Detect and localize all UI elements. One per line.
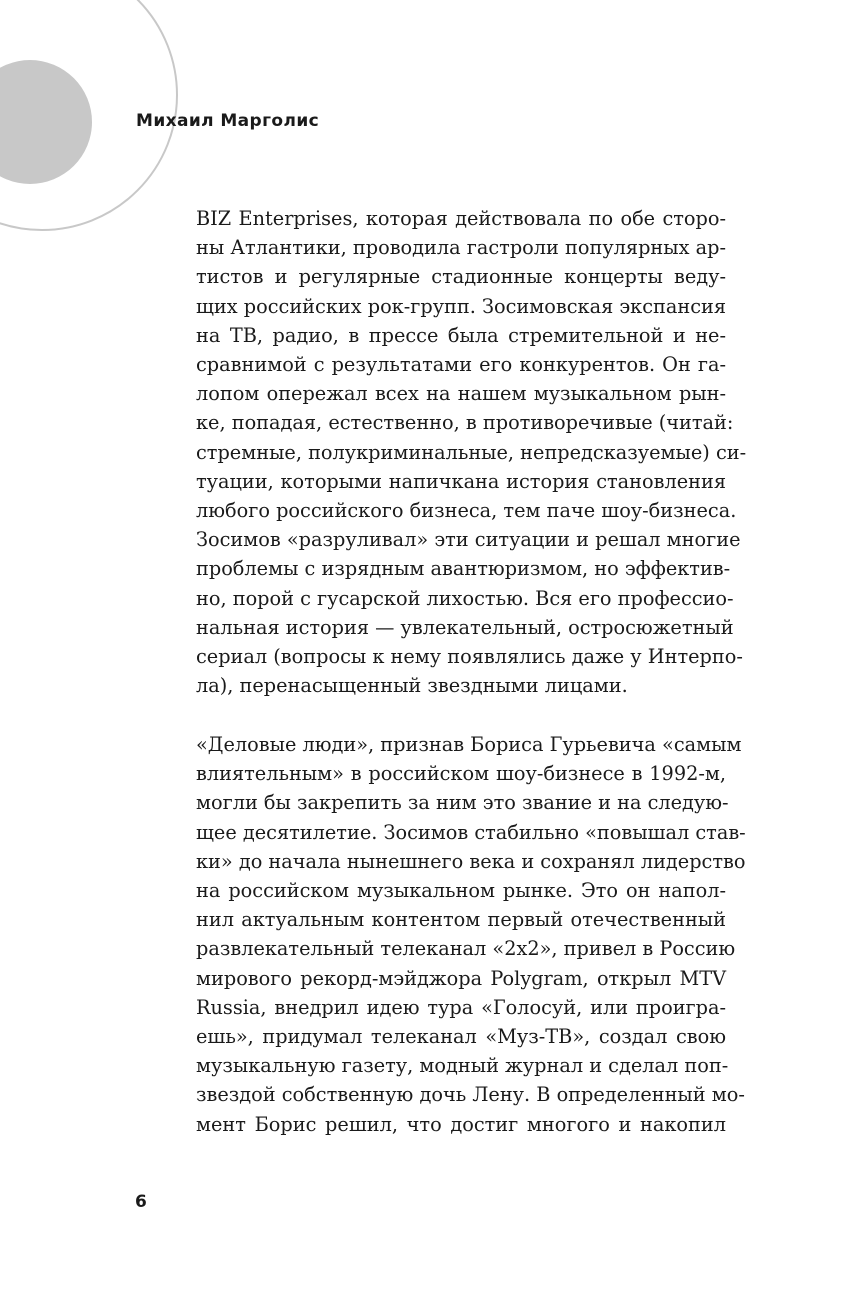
text-line: могли бы закрепить за ним это звание и на следую- (196, 791, 729, 815)
text-line: мирового рекорд-мэйджора Polygram, открыл MTV (196, 966, 726, 990)
text-line: ки» до начала нынешнего века и сохранял лидерство (196, 849, 746, 873)
text-line: ны Атлантики, проводила гастроли популярных ар- (196, 236, 726, 260)
text-line: лопом опережал всех на нашем музыкальном рын- (196, 382, 726, 406)
text-line: на российском музыкальном рынке. Это он напол- (196, 878, 726, 902)
text-line: любого российского бизнеса, тем паче шоу-бизнеса. (196, 499, 737, 523)
text-line: проблемы с изрядным авантюризмом, но эффектив- (196, 557, 731, 581)
running-header-author: Михаил Марголис (136, 111, 320, 131)
text-line: туации, которыми напичкана история становления (196, 469, 726, 493)
text-line: щее десятилетие. Зосимов стабильно «повышал став- (196, 820, 746, 844)
page-number: 6 (135, 1192, 147, 1212)
text-line: Russia, внедрил идею тура «Голосуй, или проигра- (196, 995, 726, 1019)
text-line: мент Борис решил, что достиг многого и накопил (196, 1112, 726, 1136)
text-line: Зосимов «разруливал» эти ситуации и решал многие (196, 528, 741, 552)
text-line: «Деловые люди», признав Бориса Гурьевича «самым (196, 732, 742, 756)
text-line: развлекательный телеканал «2х2», привел в Россию (196, 937, 736, 961)
paragraph-gap (196, 700, 726, 730)
text-line: ешь», придумал телеканал «Муз-ТВ», создал свою (196, 1024, 726, 1048)
text-line: стремные, полукриминальные, непредсказуемые) си- (196, 440, 747, 464)
text-line: щих российских рок-групп. Зосимовская экспансия (196, 294, 727, 318)
text-line: музыкальную газету, модный журнал и сделал поп- (196, 1054, 729, 1078)
text-line: но, порой с гусарской лихостью. Вся его профессио- (196, 586, 734, 610)
text-line: влиятельным» в российском шоу-бизнесе в 1992-м, (196, 762, 726, 786)
paragraph (196, 204, 747, 700)
text-line: сравнимой с результатами его конкурентов. Он га- (196, 353, 726, 377)
filled-circle-decoration (0, 60, 92, 184)
text-line: тистов и регулярные стадионные концерты веду- (196, 265, 726, 289)
text-line: сериал (вопросы к нему появлялись даже у Интерпо- (196, 645, 743, 669)
text-line: ке, попадая, естественно, в противоречивые (читай: (196, 411, 734, 435)
text-line: нил актуальным контентом первый отечественный (196, 908, 726, 932)
text-line: звездой собственную дочь Лену. В определенный мо- (196, 1083, 745, 1107)
body-text (196, 204, 747, 1139)
paragraph (196, 730, 746, 1139)
text-line: ла), перенасыщенный звездными лицами. (196, 674, 628, 698)
text-line: BIZ Enterprises, которая действовала по обе сторо- (196, 207, 726, 230)
text-line: нальная история — увлекательный, остросюжетный (196, 615, 734, 639)
text-line: на ТВ, радио, в прессе была стремительной и не- (196, 323, 726, 347)
